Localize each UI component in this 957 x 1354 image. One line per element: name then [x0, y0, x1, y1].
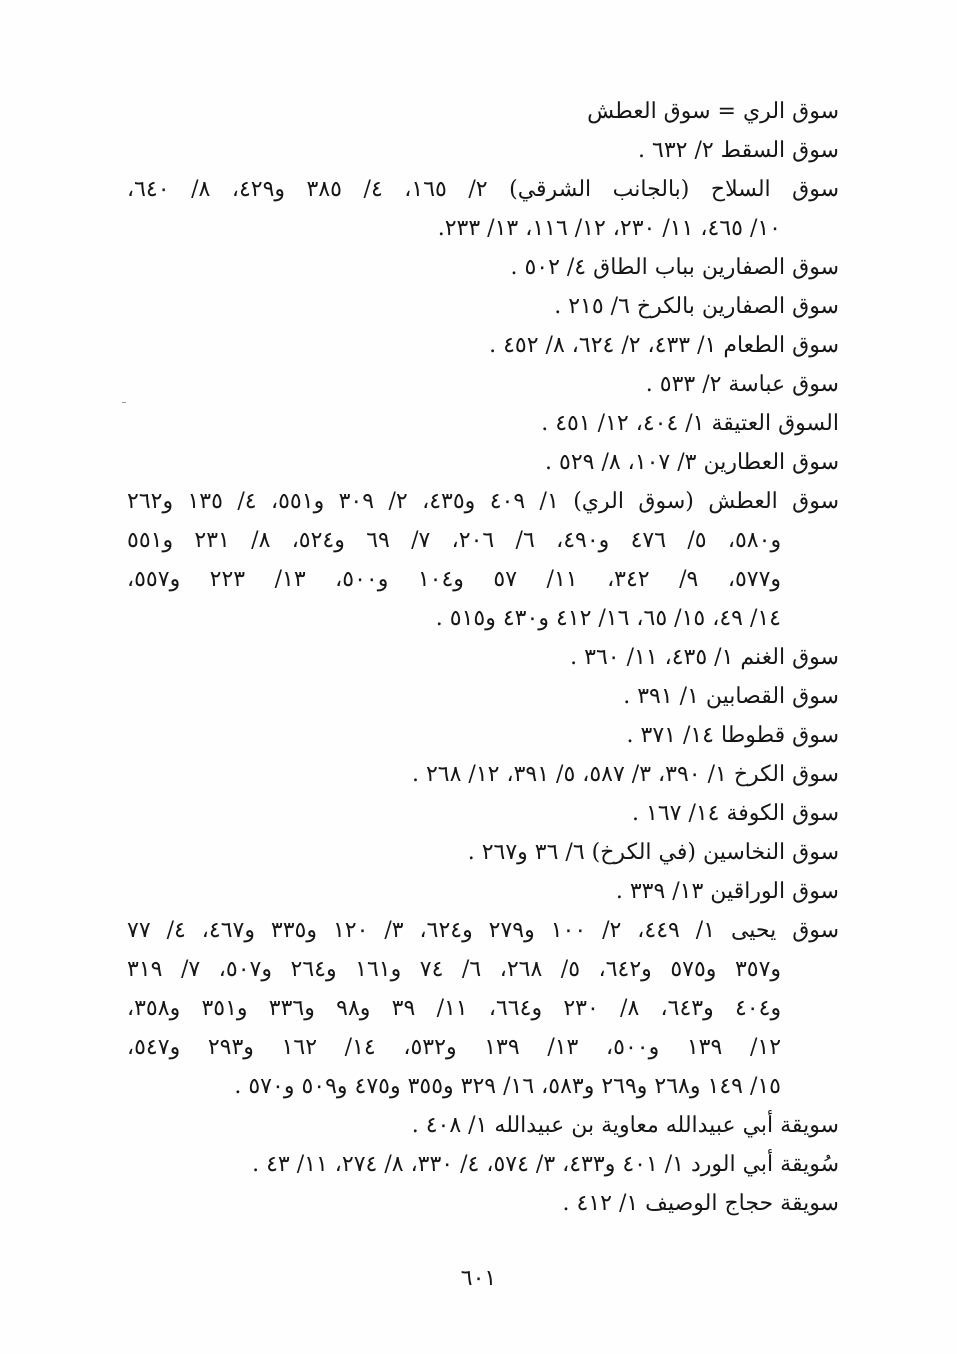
index-line: سويقة أبي عبيدالله معاوية بن عبيدالله ١/ ٤٠٨ . [411, 1113, 839, 1138]
index-line-continuation: و٤٠٤ و٦٤٣، ٨/ ٢٣٠ و٦٦٤، ١١/ ٣٩ و٩٨ و٣٣٦ و٣٥١ و٣٥٨، [127, 996, 782, 1021]
index-line: سوق قطوطا ١٤/ ٣٧١ . [626, 723, 839, 748]
index-line: سوق الطعام ١/ ٤٣٣، ٢/ ٦٢٤، ٨/ ٤٥٢ . [489, 333, 839, 358]
index-line: سوق الري = سوق العطش [587, 99, 839, 124]
scan-speck [122, 402, 126, 403]
index-line: سوق النخاسين (في الكرخ) ٦/ ٣٦ و٢٦٧ . [467, 840, 839, 865]
index-line: سوق الغنم ١/ ٤٣٥، ١١/ ٣٦٠ . [570, 645, 839, 670]
index-line: السوق العتيقة ١/ ٤٠٤، ١٢/ ٤٥١ . [541, 411, 839, 436]
index-line: سُويقة أبي الورد ١/ ٤٠١ و٤٣٣، ٣/ ٥٧٤، ٤/ ٣٣٠، ٨/ ٢٧٤، ١١/ ٤٣ . [252, 1152, 839, 1177]
index-line: سوق الكرخ ١/ ٣٩٠، ٣/ ٥٨٧، ٥/ ٣٩١، ١٢/ ٢٦٨ . [411, 762, 839, 787]
index-line: سوق يحيى ١/ ٤٤٩، ٢/ ١٠٠ و٢٧٩ و٦٢٤، ٣/ ١٢٠ و٣٣٥ و٤٦٧، ٤/ ٧٧ [127, 918, 840, 943]
index-line: سوق السقط ٢/ ٦٣٢ . [638, 138, 839, 163]
index-line-continuation: و٥٨٠، ٥/ ٤٧٦ و٤٩٠، ٦/ ٢٠٦، ٧/ ٦٩ و٥٢٤، ٨/ ٢٣١ و٥٥١ [127, 528, 782, 553]
index-line: سوق عباسة ٢/ ٥٣٣ . [645, 372, 839, 397]
index-entries [127, 92, 839, 1223]
index-line: سوق الكوفة ١٤/ ١٦٧ . [632, 801, 839, 826]
index-line-continuation: ١٥/ ١٤٩ و٢٦٨ و٢٦٩ و٥٨٣، ١٦/ ٣٢٩ و٣٥٥ و٤٧٥ و٥٠٩ و٥٧٠ . [234, 1074, 781, 1099]
index-line-continuation: ١٠/ ٤٦٥، ١١/ ٢٣٠، ١٢/ ١١٦، ١٣/ ٢٣٣. [437, 216, 781, 241]
index-line-continuation: ١٤/ ٤٩، ١٥/ ٦٥، ١٦/ ٤١٢ و٤٣٠ و٥١٥ . [435, 606, 781, 631]
index-line-continuation: ١٢/ ١٣٩ و٥٠٠، ١٣/ ١٣٩ و٥٣٢، ١٤/ ١٦٢ و٢٩٣ و٥٤٧، [127, 1035, 782, 1060]
index-line: سوق السلاح (بالجانب الشرقي) ٢/ ١٦٥، ٤/ ٣٨٥ و٤٢٩، ٨/ ٦٤٠، [127, 177, 840, 202]
index-line: سوق الصفارين بباب الطاق ٤/ ٥٠٢ . [510, 255, 839, 280]
index-line: سوق العطارين ٣/ ١٠٧، ٨/ ٥٢٩ . [545, 450, 839, 475]
index-line: سوق القصابين ١/ ٣٩١ . [623, 684, 839, 709]
index-line: سويقة حجاج الوصيف ١/ ٤١٢ . [562, 1191, 839, 1216]
page-number: ٦٠١ [460, 1266, 497, 1291]
index-line: سوق الوراقين ١٣/ ٣٣٩ . [615, 879, 839, 904]
index-line-continuation: و٣٥٧ و٥٧٥ و٦٤٢، ٥/ ٢٦٨، ٦/ ٧٤ و١٦١ و٢٦٤ و٥٠٧، ٧/ ٣١٩ [127, 957, 782, 982]
index-line: سوق العطش (سوق الري) ١/ ٤٠٩ و٤٣٥، ٢/ ٣٠٩ و٥٥١، ٤/ ١٣٥ و٢٦٢ [127, 489, 840, 514]
index-line: سوق الصفارين بالكرخ ٦/ ٢١٥ . [554, 294, 839, 319]
index-line-continuation: و٥٧٧، ٩/ ٣٤٢، ١١/ ٥٧ و١٠٤ و٥٠٠، ١٣/ ٢٢٣ و٥٥٧، [127, 567, 782, 592]
